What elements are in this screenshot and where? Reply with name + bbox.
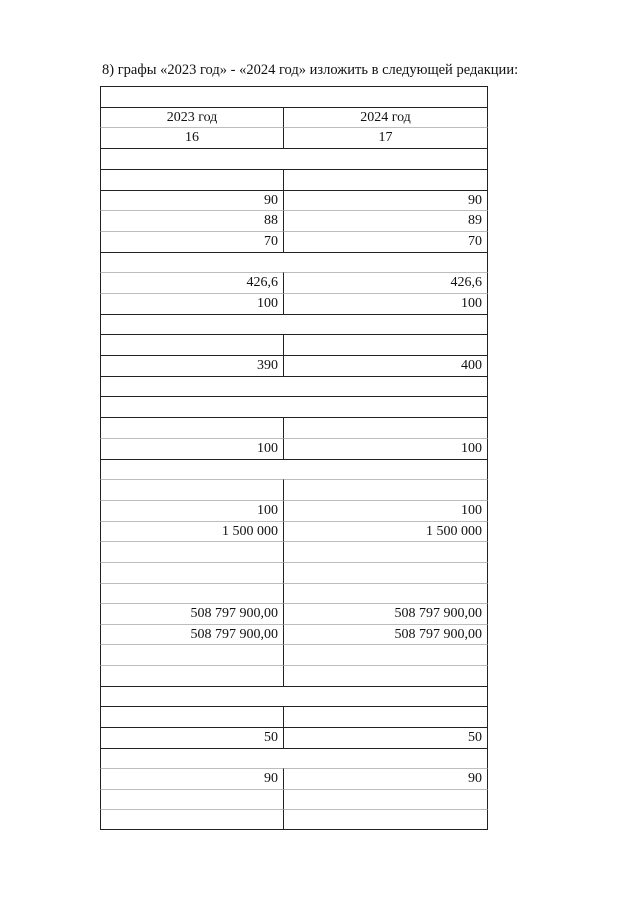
cell-2023-text: 1 500 000 bbox=[222, 524, 278, 539]
table-cell-merged bbox=[100, 86, 488, 107]
table-row bbox=[100, 665, 488, 686]
cell-2023 bbox=[100, 706, 283, 727]
table-cell-merged bbox=[100, 396, 488, 417]
cell-2024-text bbox=[284, 542, 482, 543]
table-row bbox=[100, 355, 488, 376]
cell-2023 bbox=[100, 809, 283, 829]
table-cell-merged bbox=[100, 686, 488, 706]
cell-2023 bbox=[100, 603, 283, 624]
table-row bbox=[100, 396, 488, 417]
cell-2024 bbox=[283, 644, 488, 665]
header-2023-text: 2023 год bbox=[166, 110, 218, 125]
cell-2023-text: 100 bbox=[257, 503, 278, 518]
table-row bbox=[100, 293, 488, 314]
cell-2024-text bbox=[284, 563, 482, 564]
table-row bbox=[100, 644, 488, 665]
cell-2024-text bbox=[284, 666, 482, 667]
intro-text: 8) графы «2023 год» - «2024 год» изложить в следующей редакции: bbox=[102, 62, 519, 78]
table-row bbox=[100, 500, 488, 521]
table-row bbox=[100, 417, 488, 438]
cell-2023-text bbox=[101, 666, 278, 667]
cell-2023 bbox=[100, 727, 283, 748]
cell-2023 bbox=[100, 521, 283, 541]
table-row bbox=[100, 86, 488, 107]
cell-2024 bbox=[283, 541, 488, 562]
table-row bbox=[100, 438, 488, 459]
cell-2024 bbox=[283, 355, 488, 376]
table-row bbox=[100, 314, 488, 334]
cell-2024-text: 100 bbox=[461, 441, 482, 456]
cell-2023-text bbox=[101, 707, 278, 708]
table-row bbox=[100, 521, 488, 541]
cell-2024 bbox=[283, 603, 488, 624]
cell-2024 bbox=[283, 272, 488, 293]
cell-2024 bbox=[283, 768, 488, 789]
cell-2024-text: 426,6 bbox=[450, 275, 482, 290]
table-row bbox=[100, 231, 488, 252]
cell-2024 bbox=[283, 417, 488, 438]
cell-2024 bbox=[283, 438, 488, 459]
table-cell-merged bbox=[100, 748, 488, 768]
cell-2023 bbox=[100, 644, 283, 665]
cell-2023-text: 88 bbox=[264, 213, 278, 228]
cell-2023-text: 100 bbox=[257, 296, 278, 311]
cell-2023 bbox=[100, 665, 283, 686]
cell-2024 bbox=[283, 706, 488, 727]
table-row bbox=[100, 727, 488, 748]
cell-2023 bbox=[100, 500, 283, 521]
table-cell-merged-text bbox=[101, 460, 487, 461]
cell-2024-text: 100 bbox=[461, 503, 482, 518]
cell-2024-text bbox=[284, 645, 482, 646]
header-2023 bbox=[100, 107, 283, 127]
cell-2024 bbox=[283, 583, 488, 603]
cell-2024-text: 508 797 900,00 bbox=[394, 606, 482, 621]
cell-2024 bbox=[283, 231, 488, 252]
cell-2023 bbox=[100, 583, 283, 603]
cell-2023-text bbox=[101, 335, 278, 336]
cell-2023-text: 390 bbox=[257, 358, 278, 373]
cell-2024-text: 89 bbox=[468, 213, 482, 228]
cell-2024 bbox=[283, 169, 488, 190]
cell-2023-text: 426,6 bbox=[246, 275, 278, 290]
cell-2023-text: 50 bbox=[264, 730, 278, 745]
header-2024-text: 2024 год bbox=[360, 110, 411, 125]
table-cell-merged bbox=[100, 376, 488, 396]
table-bottom-border bbox=[100, 829, 488, 830]
table-cell-merged-text bbox=[101, 377, 487, 378]
table-row bbox=[100, 190, 488, 210]
cell-2023-text bbox=[101, 480, 278, 481]
table-row bbox=[100, 459, 488, 479]
cell-2024-text: 90 bbox=[468, 771, 482, 786]
cell-2024 bbox=[283, 521, 488, 541]
table-cell-merged-text bbox=[101, 749, 487, 750]
cell-2023 bbox=[100, 355, 283, 376]
table-row bbox=[100, 334, 488, 355]
colnum-2023 bbox=[100, 127, 283, 148]
cell-2024-text bbox=[284, 418, 482, 419]
cell-2023 bbox=[100, 417, 283, 438]
table-cell-merged-text bbox=[101, 149, 487, 150]
cell-2024-text: 100 bbox=[461, 296, 482, 311]
cell-2024-text bbox=[284, 584, 482, 585]
table-cell-merged bbox=[100, 252, 488, 272]
table-row bbox=[100, 624, 488, 644]
table-row bbox=[100, 748, 488, 768]
amendment-table bbox=[100, 86, 488, 830]
cell-2024 bbox=[283, 479, 488, 500]
cell-2024-text bbox=[284, 480, 482, 481]
table-row bbox=[100, 148, 488, 169]
cell-2024-text bbox=[284, 810, 482, 811]
table-row bbox=[100, 169, 488, 190]
colnum-2024 bbox=[283, 127, 488, 148]
table-row bbox=[100, 127, 488, 148]
cell-2023-text bbox=[101, 645, 278, 646]
cell-2023-text bbox=[101, 810, 278, 811]
cell-2023-text bbox=[101, 170, 278, 171]
table-row bbox=[100, 210, 488, 231]
table-cell-merged-text bbox=[101, 87, 487, 88]
cell-2023-text: 90 bbox=[264, 771, 278, 786]
table-row bbox=[100, 789, 488, 809]
cell-2023 bbox=[100, 190, 283, 210]
cell-2023-text bbox=[101, 563, 278, 564]
cell-2024-text: 50 bbox=[468, 730, 482, 745]
table-row bbox=[100, 809, 488, 829]
table-row bbox=[100, 252, 488, 272]
cell-2024 bbox=[283, 562, 488, 583]
table-row bbox=[100, 686, 488, 706]
cell-2023-text bbox=[101, 584, 278, 585]
cell-2023-text bbox=[101, 790, 278, 791]
cell-2023 bbox=[100, 479, 283, 500]
cell-2023-text bbox=[101, 418, 278, 419]
cell-2024-text bbox=[284, 707, 482, 708]
cell-2024 bbox=[283, 190, 488, 210]
cell-2023-text bbox=[101, 542, 278, 543]
cell-2023 bbox=[100, 272, 283, 293]
cell-2023 bbox=[100, 210, 283, 231]
table-row bbox=[100, 272, 488, 293]
table-row bbox=[100, 706, 488, 727]
cell-2023 bbox=[100, 768, 283, 789]
cell-2024 bbox=[283, 727, 488, 748]
cell-2024-text: 1 500 000 bbox=[426, 524, 482, 539]
cell-2024 bbox=[283, 624, 488, 644]
cell-2024 bbox=[283, 334, 488, 355]
table-cell-merged-text bbox=[101, 253, 487, 254]
cell-2023-text: 90 bbox=[264, 193, 278, 208]
table-row bbox=[100, 583, 488, 603]
cell-2023-text: 508 797 900,00 bbox=[190, 606, 278, 621]
table-cell-merged bbox=[100, 148, 488, 169]
cell-2023 bbox=[100, 562, 283, 583]
cell-2023 bbox=[100, 789, 283, 809]
cell-2023 bbox=[100, 231, 283, 252]
cell-2023 bbox=[100, 169, 283, 190]
cell-2024 bbox=[283, 789, 488, 809]
cell-2024 bbox=[283, 210, 488, 231]
cell-2024 bbox=[283, 809, 488, 829]
cell-2023 bbox=[100, 541, 283, 562]
cell-2023 bbox=[100, 438, 283, 459]
cell-2023 bbox=[100, 624, 283, 644]
table-cell-merged-text bbox=[101, 315, 487, 316]
colnum-2024-text: 17 bbox=[378, 130, 393, 145]
cell-2024 bbox=[283, 500, 488, 521]
table-cell-merged-text bbox=[101, 687, 487, 688]
cell-2024-text bbox=[284, 335, 482, 336]
cell-2023-text: 508 797 900,00 bbox=[190, 627, 278, 642]
cell-2024-text bbox=[284, 790, 482, 791]
cell-2023 bbox=[100, 293, 283, 314]
cell-2023 bbox=[100, 334, 283, 355]
table-row bbox=[100, 541, 488, 562]
cell-2024-text: 508 797 900,00 bbox=[394, 627, 482, 642]
table-cell-merged-text bbox=[101, 397, 487, 398]
table-cell-merged bbox=[100, 459, 488, 479]
cell-2024-text bbox=[284, 170, 482, 171]
table-row bbox=[100, 768, 488, 789]
cell-2023-text: 100 bbox=[257, 441, 278, 456]
table-cell-merged bbox=[100, 314, 488, 334]
header-2024 bbox=[283, 107, 488, 127]
cell-2024-text: 70 bbox=[468, 234, 482, 249]
colnum-2023-text: 16 bbox=[185, 130, 199, 145]
cell-2023-text: 70 bbox=[264, 234, 278, 249]
cell-2024 bbox=[283, 293, 488, 314]
table-row bbox=[100, 562, 488, 583]
table-row bbox=[100, 107, 488, 127]
cell-2024-text: 400 bbox=[461, 358, 482, 373]
table-row bbox=[100, 376, 488, 396]
cell-2024-text: 90 bbox=[468, 193, 482, 208]
table-row bbox=[100, 603, 488, 624]
table-row bbox=[100, 479, 488, 500]
cell-2024 bbox=[283, 665, 488, 686]
